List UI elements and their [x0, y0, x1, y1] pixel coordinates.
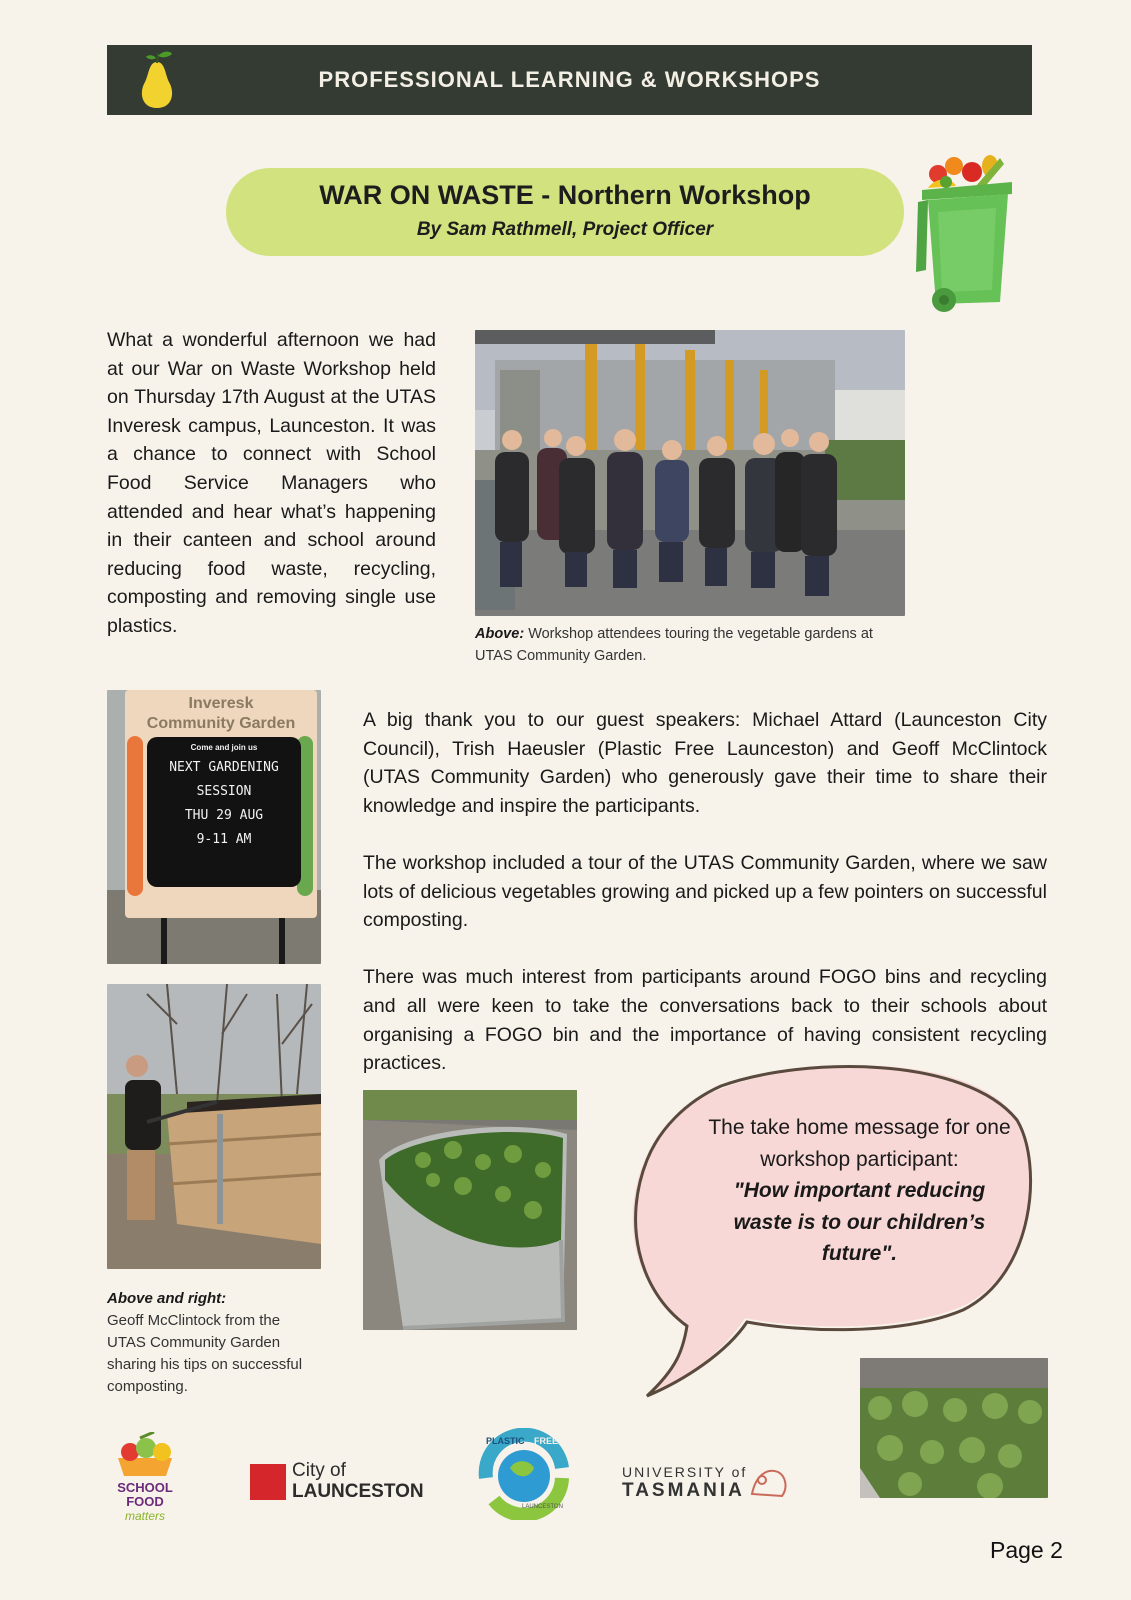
article-byline: By Sam Rathmell, Project Officer	[416, 219, 714, 240]
sign-title-line1: Inveresk	[188, 695, 254, 712]
group-photo-caption	[475, 623, 905, 667]
group-photo	[475, 330, 905, 616]
intro-paragraph: What a wonderful afternoon we had at our War on Waste Workshop held on Thursday 17th August at the UTAS Inveresk campus, Launceston. It was a chance to connect with School Food Service Managers who attended and hear what’s happening in their canteen and school around reducing food waste, recycling, composting and removing single use plastics.	[107, 329, 436, 637]
compost-bin-icon	[916, 152, 1028, 317]
quote-intro: The take home message for one workshop participant:	[708, 1116, 1011, 1171]
body-paragraph: A big thank you to our guest speakers: Michael Attard (Launceston City Council), Trish Haeusler (Plastic Free Launceston) and Geoff McClintock (UTAS Community Garden) who generously gave their time to share their knowledge and inspire the participants.	[363, 709, 1047, 817]
body-paragraph: There was much interest from participants around FOGO bins and recycling and all were keen to take the conversations back to their schools about organising a FOGO bin and the importance of having consistent recycling practices.	[363, 966, 1047, 1075]
sign-line4: 9-11 AM	[196, 832, 252, 847]
pf-line2: FREE	[534, 1436, 559, 1446]
article-title-pill	[226, 168, 904, 256]
page-number: Page 2	[990, 1537, 1063, 1563]
article-body	[363, 706, 1047, 1106]
compost-caption	[107, 1288, 322, 1398]
fruit-basket-icon	[110, 1432, 180, 1476]
sfm-line1: SCHOOL	[117, 1480, 173, 1495]
col-line1: City of	[292, 1460, 346, 1481]
school-food-matters-logo	[110, 1432, 180, 1527]
sfm-line2: FOOD	[126, 1494, 164, 1509]
sfm-line3: matters	[124, 1509, 165, 1523]
city-crest-icon	[250, 1464, 286, 1500]
planter-photo	[363, 1090, 577, 1330]
article-title: WAR ON WASTE - Northern Workshop	[319, 180, 811, 210]
sign-line2: SESSION	[196, 784, 252, 799]
body-paragraph: The workshop included a tour of the UTAS Community Garden, where we saw lots of delicious vegetables growing and picked up a few pointers on successful composting.	[363, 851, 1047, 932]
sign-line3: THU 29 AUG	[184, 808, 264, 823]
quote-text: "How important reducing waste is to our children’s future".	[733, 1179, 986, 1265]
university-of-tasmania-logo	[622, 1462, 792, 1506]
caption-label: Above:	[475, 626, 525, 642]
seedlings-photo	[860, 1358, 1048, 1498]
caption-label: Above and right:	[107, 1290, 227, 1307]
sign-line1: NEXT GARDENING	[169, 760, 279, 775]
utas-line2: TASMANIA	[622, 1480, 745, 1501]
sign-title-line2: Community Garden	[146, 715, 296, 732]
header-banner	[107, 45, 1032, 115]
pf-line1: PLASTIC	[486, 1436, 525, 1446]
quote-block	[702, 1112, 1017, 1270]
sign-small-text: Come and join us	[190, 743, 258, 752]
lion-crest-icon	[748, 1464, 790, 1502]
city-of-launceston-logo	[250, 1460, 430, 1506]
plastic-free-launceston-logo	[474, 1428, 574, 1520]
section-title: PROFESSIONAL LEARNING & WORKSHOPS	[318, 67, 821, 92]
pf-line3: LAUNCESTON	[522, 1504, 563, 1510]
caption-text: Workshop attendees touring the vegetable gardens at UTAS Community Garden.	[475, 626, 873, 664]
compost-photo	[107, 984, 321, 1269]
garden-sign-photo	[107, 690, 321, 964]
caption-text: Geoff McClintock from the UTAS Community Garden sharing his tips on successful composting.	[107, 1312, 303, 1395]
col-line2: LAUNCESTON	[292, 1481, 424, 1502]
utas-line1: UNIVERSITY of	[622, 1464, 748, 1480]
